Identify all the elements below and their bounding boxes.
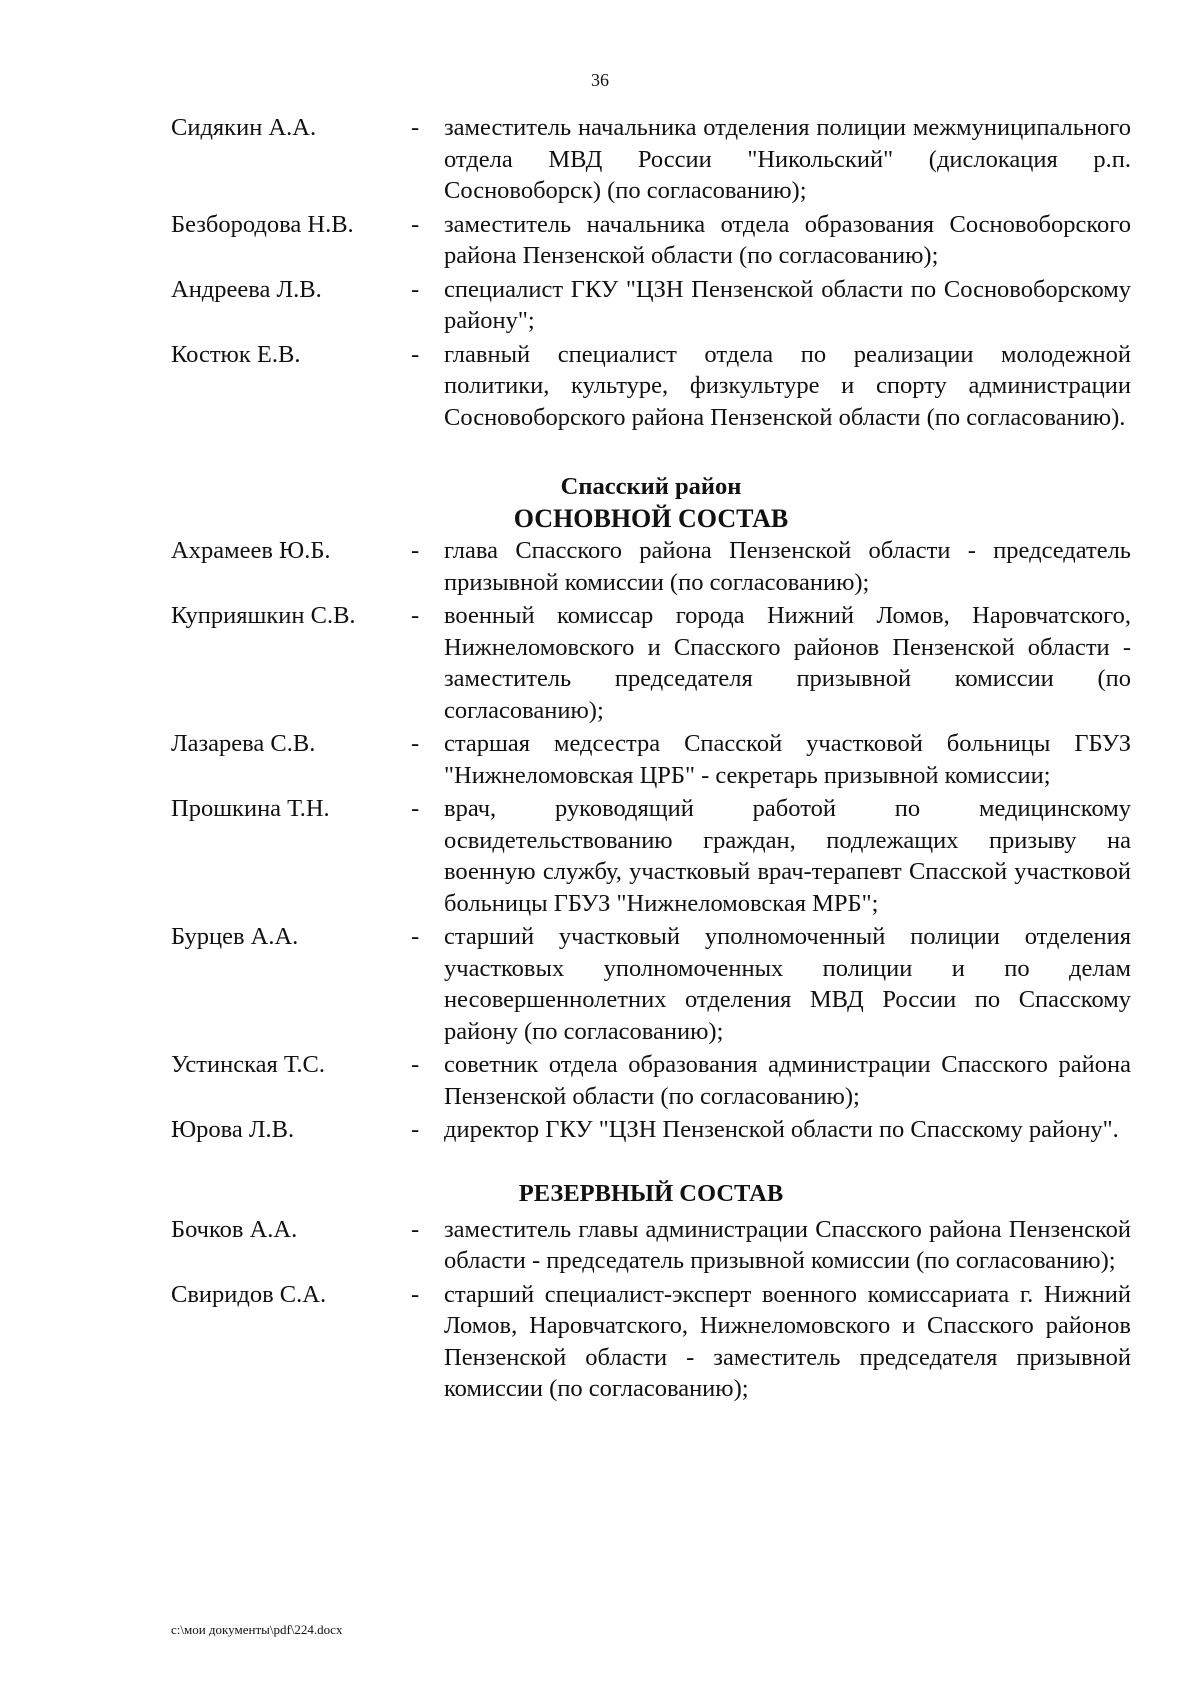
member-position: старший участковый уполномоченный полиции отделения участковых уполномоченных полиции и по делам несовершеннолетних отделения МВД России по Спасскому району (по согласованию); xyxy=(444,923,1131,1045)
entries-top xyxy=(171,112,1131,433)
member-position: заместитель начальника отделения полиции межмуниципального отдела МВД России "Никольский" (дислокация р.п. Сосновоборск) (по согласованию); xyxy=(444,114,1131,204)
member-dash: - xyxy=(411,210,420,238)
member-position: военный комиссар города Нижний Ломов, Наровчатского, Нижнеломовского и Спасского районов Пензенской области - заместитель председателя призывной комиссии (по согласованию); xyxy=(444,602,1131,724)
member-name: Устинская Т.С. xyxy=(171,1051,325,1078)
member-entry xyxy=(171,728,1131,791)
member-position: врач, руководящий работой по медицинскому освидетельствованию граждан, подлежащих призыву на военную службу, участковый врач-терапевт Спасской участковой больницы ГБУЗ "Нижнеломовская МРБ"; xyxy=(444,795,1131,917)
member-entry xyxy=(171,793,1131,919)
member-dash: - xyxy=(411,795,420,822)
member-name: Сидякин А.А. xyxy=(171,114,317,141)
file-path-footer: c:\мои документы\pdf\224.docx xyxy=(171,1622,343,1637)
member-position: советник отдела образования администрации Спасского района Пензенской области (по согласованию); xyxy=(444,1051,1131,1110)
member-entry xyxy=(171,1114,1131,1146)
member-position: заместитель начальника отдела образования Сосновоборского района Пензенской области (по согласованию); xyxy=(444,210,1131,269)
member-name: Костюк Е.В. xyxy=(171,340,301,368)
member-name: Лазарева С.В. xyxy=(171,730,316,757)
member-entry xyxy=(171,1214,1131,1277)
member-entry xyxy=(171,535,1131,598)
member-dash: - xyxy=(411,602,420,629)
member-name: Куприяшкин С.В. xyxy=(171,602,356,629)
main-composition-list xyxy=(171,535,1131,1146)
member-position: главный специалист отдела по реализации молодежной политики, культуре, физкультуре и спорту администрации Сосновоборского района Пензенской области (по согласованию). xyxy=(444,340,1131,431)
section-title-main: ОСНОВНОЙ СОСТАВ xyxy=(513,504,789,533)
member-position: старшая медсестра Спасской участковой больницы ГБУЗ "Нижнеломовская ЦРБ" - секретарь призывной комиссии; xyxy=(444,730,1131,789)
member-position: старший специалист-эксперт военного комиссариата г. Нижний Ломов, Наровчатского, Нижнеломовского и Спасского районов Пензенской области - заместитель председателя призывной комиссии (по согласованию); xyxy=(444,1280,1131,1402)
member-dash: - xyxy=(411,730,420,757)
member-dash: - xyxy=(411,1280,420,1308)
member-dash: - xyxy=(411,537,420,564)
member-entry xyxy=(171,112,1131,207)
member-position: директор ГКУ "ЦЗН Пензенской области по Спасскому району". xyxy=(444,1116,1119,1143)
member-entry xyxy=(171,1049,1131,1112)
member-entry xyxy=(171,1279,1131,1405)
member-name: Юрова Л.В. xyxy=(171,1116,295,1143)
section-title-reserve: РЕЗЕРВНЫЙ СОСТАВ xyxy=(518,1179,784,1207)
member-dash: - xyxy=(411,340,420,368)
member-name: Бурцев А.А. xyxy=(171,923,299,950)
member-name: Андреева Л.В. xyxy=(171,275,322,303)
member-position: специалист ГКУ "ЦЗН Пензенской области по Сосновоборскому району"; xyxy=(444,275,1131,334)
member-entry xyxy=(171,600,1131,726)
member-position: глава Спасского района Пензенской области - председатель призывной комиссии (по согласованию); xyxy=(444,537,1131,596)
member-entry xyxy=(171,274,1131,337)
member-name: Свиридов С.А. xyxy=(171,1280,327,1308)
member-name: Бочков А.А. xyxy=(171,1215,298,1243)
reserve-composition-list xyxy=(171,1214,1131,1405)
member-entry xyxy=(171,921,1131,1047)
district-heading: Спасский район xyxy=(560,473,742,500)
member-name: Ахрамеев Ю.Б. xyxy=(171,537,331,564)
member-position: заместитель главы администрации Спасского района Пензенской области - председатель призывной комиссии (по согласованию); xyxy=(444,1215,1131,1274)
member-name: Безбородова Н.В. xyxy=(171,210,354,238)
member-dash: - xyxy=(411,1116,420,1143)
member-entry xyxy=(171,209,1131,272)
page-number: 36 xyxy=(591,70,609,90)
member-dash: - xyxy=(411,1051,420,1078)
document-body xyxy=(171,112,1131,1407)
member-dash: - xyxy=(411,923,420,950)
member-entry xyxy=(171,339,1131,434)
member-dash: - xyxy=(411,1215,420,1243)
member-dash: - xyxy=(411,275,420,303)
member-name: Прошкина Т.Н. xyxy=(171,795,330,822)
member-dash: - xyxy=(411,114,420,141)
